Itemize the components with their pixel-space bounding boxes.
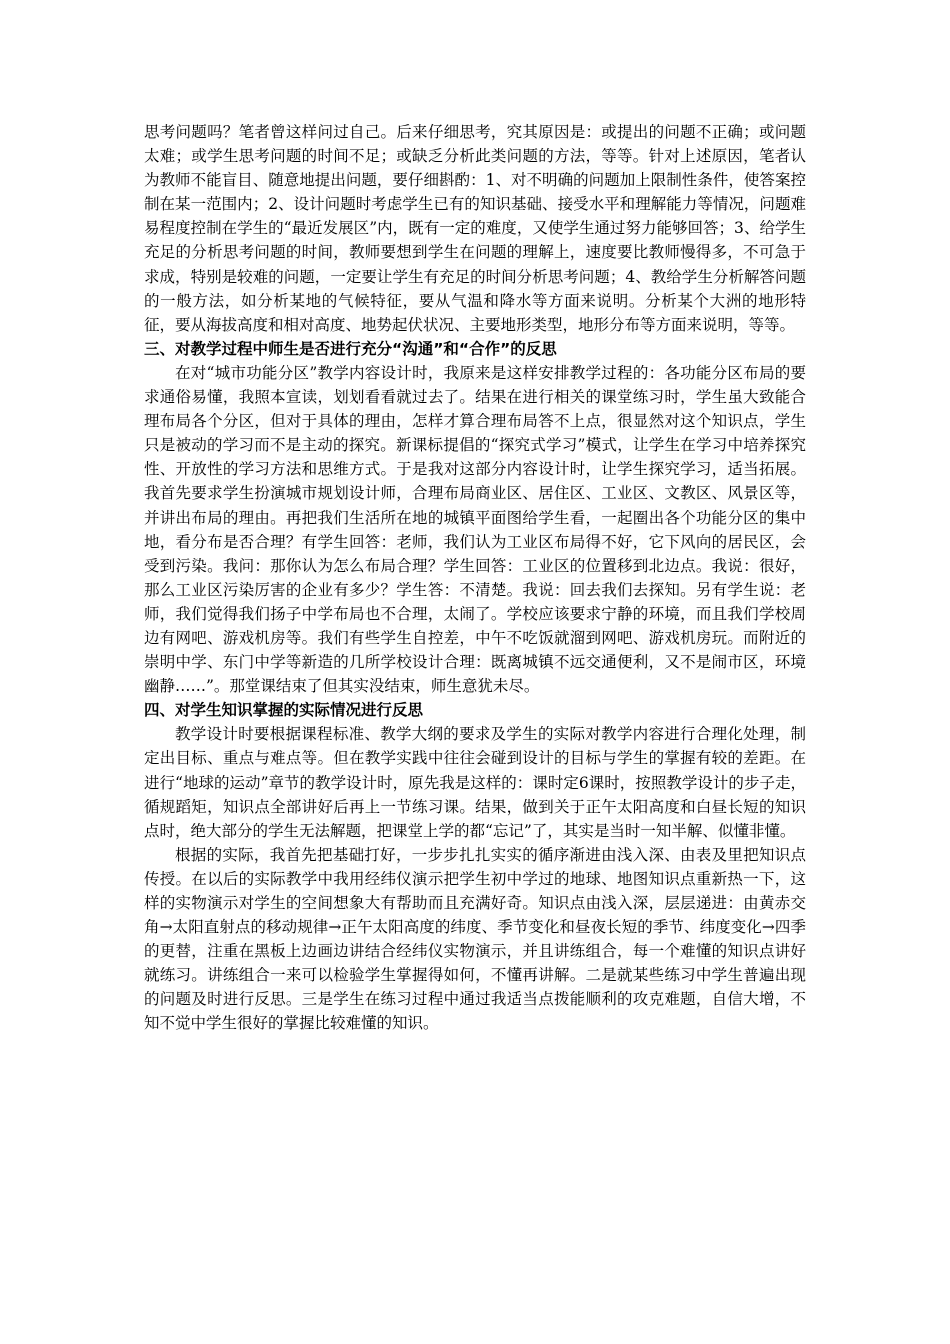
section-heading-3: 三、对教学过程中师生是否进行充分“沟通”和“合作”的反思 bbox=[144, 339, 557, 358]
document-page bbox=[144, 120, 806, 1036]
paragraph-earth-motion: 教学设计时要根据课程标准、教学大纲的要求及学生的实际对教学内容进行合理化处理，制定出目标、重点与难点等。但在教学实践中往往会碰到设计的目标与学生的掌握有较的差距。在进行“地球的运动”章节的教学设计时，原先我是这样的：课时定6课时，按照教学设计的步子走，循规蹈矩，知识点全部讲好后再上一节练习课。结果，做到关于正午太阳高度和白昼长短的知识点时，绝大部分的学生无法解题，把课堂上学的都“忘记”了，其实是当时一知半解、似懂非懂。 bbox=[144, 725, 806, 840]
paragraph-questioning: 思考问题吗？笔者曾这样问过自己。后来仔细思考，究其原因是：或提出的问题不正确；或问题太难；或学生思考问题的时间不足；或缺乏分析此类问题的方法，等等。针对上述原因，笔者认为教师不能盲目、随意地提出问题，要仔细斟酌：1、对不明确的问题加上限制性条件，使答案控制在某一范围内；2、设计问题时考虑学生已有的知识基础、接受水平和理解能力等情况，问题难易程度控制在学生的“最近发展区”内，既有一定的难度，又使学生通过努力能够回答；3、给学生充足的分析思考问题的时间，教师要想到学生在问题的理解上，速度要比教师慢得多，不可急于求成，特别是较难的问题，一定要让学生有充足的时间分析思考问题；4、教给学生分析解答问题的一般方法，如分析某地的气候特征，要从气温和降水等方面来说明。分析某个大洲的地形特征，要从海拔高度和相对高度、地势起伏状况、主要地形类型，地形分布等方面来说明，等等。 bbox=[144, 123, 806, 334]
paragraph-city-zoning: 在对“城市功能分区”教学内容设计时，我原来是这样安排教学过程的：各功能分区布局的要求通俗易懂，我照本宣读，划划看看就过去了。结果在进行相关的课堂练习时，学生虽大致能合理布局各个分区，但对于具体的理由，怎样才算合理布局答不上点，很显然对这个知识点，学生只是被动的学习而不是主动的探究。新课标提倡的“探究式学习”模式，让学生在学习中培养探究性、开放性的学习方法和思维方式。于是我对这部分内容设计时，让学生探究学习，适当拓展。我首先要求学生扮演城市规划设计师，合理布局商业区、居住区、工业区、文教区、风景区等，并讲出布局的理由。再把我们生活所在地的城镇平面图给学生看，一起圈出各个功能分区的集中地，看分布是否合理？有学生回答：老师，我们认为工业区布局得不好，它下风向的居民区，会受到污染。我问：那你认为怎么布局合理？学生回答：工业区的位置移到北边点。我说：很好，那么工业区污染厉害的企业有多少？学生答：不清楚。我说：回去我们去探知。另有学生说：老师，我们觉得我们扬子中学布局也不合理，太闹了。学校应该要求宁静的环境，而且我们学校周边有网吧、游戏机房等。我们有些学生自控差，中午不吃饭就溜到网吧、游戏机房玩。而附近的崇明中学、东门中学等新造的几所学校设计合理：既离城镇不远交通便利，又不是闹市区，环境幽静……”。那堂课结束了但其实没结束，师生意犹未尽。 bbox=[144, 363, 806, 696]
paragraph-teaching-steps: 根据的实际，我首先把基础打好，一步步扎扎实实的循序渐进由浅入深、由表及里把知识点传授。在以后的实际教学中我用经纬仪演示把学生初中学过的地球、地图知识点重新热一下，这样的实物演示对学生的空间想象大有帮助而且充满好奇。知识点由浅入深，层层递进：由黄赤交角→太阳直射点的移动规律→正午太阳高度的纬度、季节变化和昼夜长短的季节、纬度变化→四季的更替，注重在黑板上边画边讲结合经纬仪实物演示，并且讲练组合，每一个难懂的知识点讲好就练习。讲练组合一来可以检验学生掌握得如何，不懂再讲解。二是就某些练习中学生普遍出现的问题及时进行反思。三是学生在练习过程中通过我适当点拨能顺利的攻克难题，自信大增，不知不觉中学生很好的掌握比较难懂的知识。 bbox=[144, 845, 806, 1033]
section-heading-4: 四、对学生知识掌握的实际情况进行反思 bbox=[144, 701, 424, 720]
